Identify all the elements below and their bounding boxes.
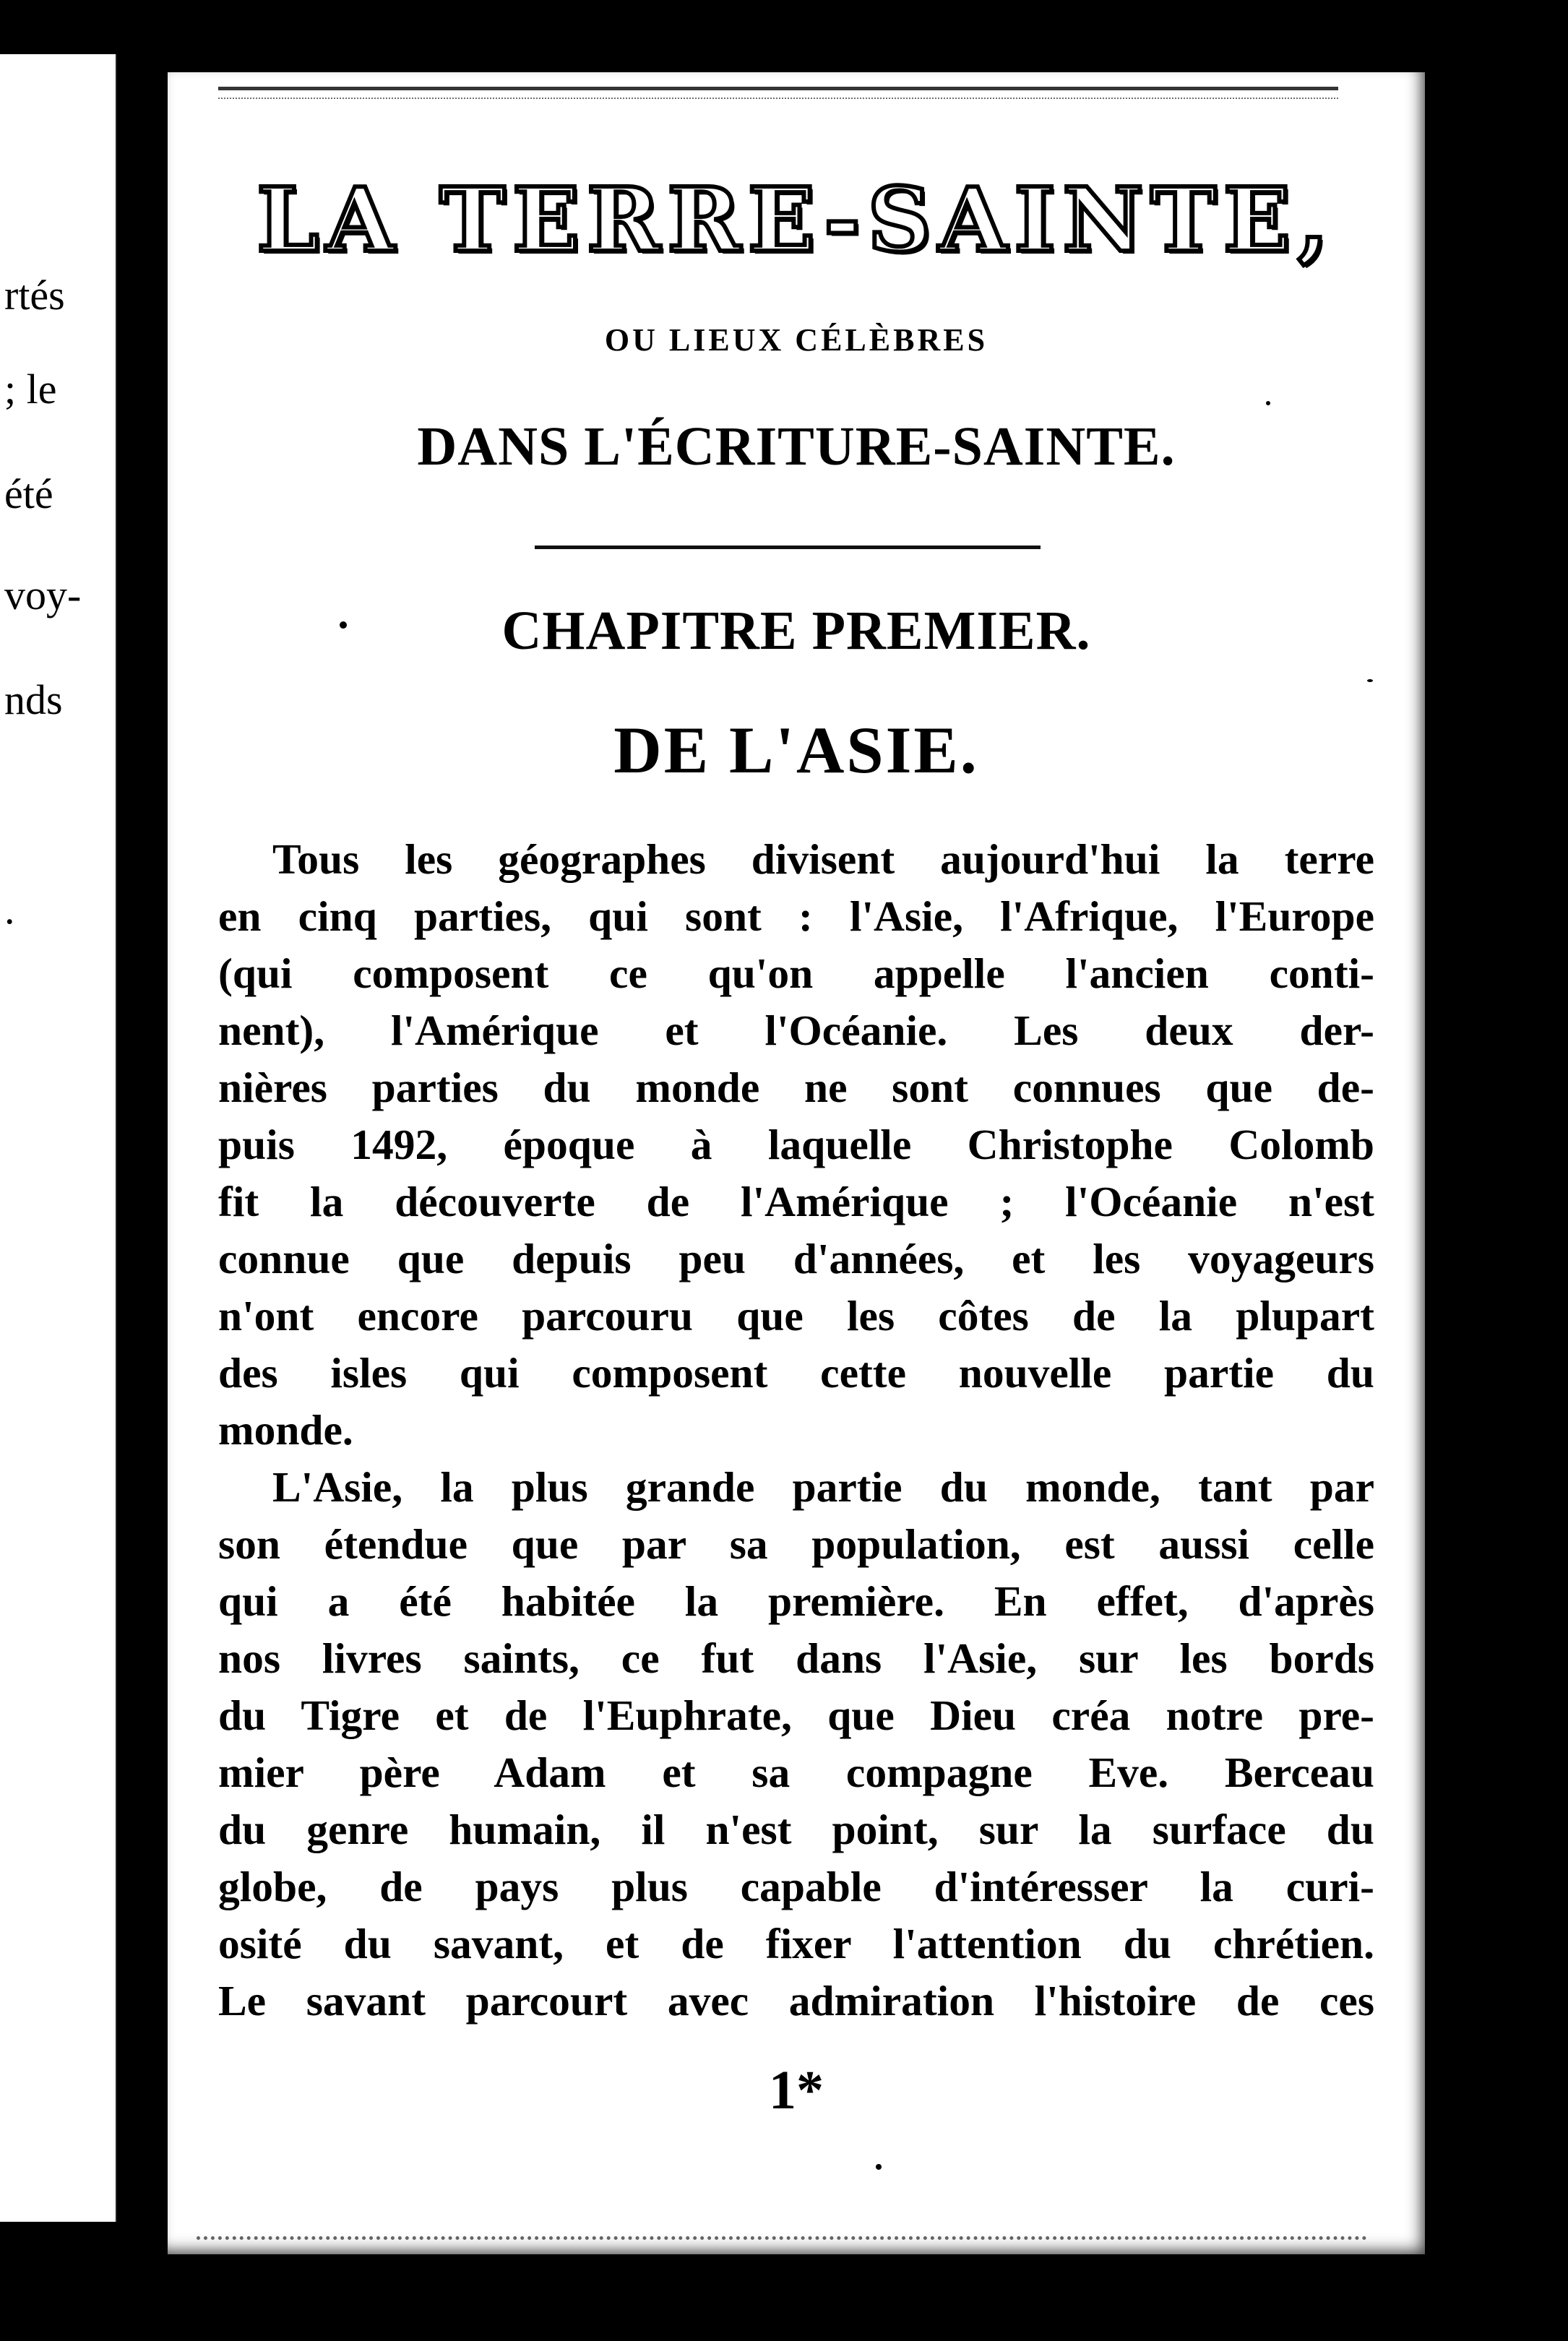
text-line: nos livres saints, ce fut dans l'Asie, sur les bords	[218, 1634, 1374, 1682]
page-number: 1*	[769, 2060, 824, 2121]
scan-speck	[876, 2164, 882, 2170]
text-line: du genre humain, il n'est point, sur la surface du	[218, 1806, 1374, 1853]
facing-page-fragment	[0, 54, 117, 2222]
text-line: L'Asie, la plus grande partie du monde, tant par	[272, 1463, 1374, 1511]
scan-speck	[340, 621, 347, 629]
scan-speck	[1266, 401, 1270, 405]
book-page	[168, 72, 1425, 2254]
body-paragraphs	[218, 831, 1374, 2030]
text-line: (qui composent ce qu'on appelle l'ancien conti-	[218, 949, 1374, 997]
text-line: son étendue que par sa population, est aussi celle	[218, 1520, 1374, 1568]
facing-page-text: rtés	[4, 272, 65, 319]
facing-page-text: nds	[4, 676, 63, 723]
subtitle: OU LIEUX CÉLÈBRES	[604, 322, 988, 358]
text-line: n'ont encore parcouru que les côtes de la plupart	[218, 1292, 1374, 1340]
text-line: nières parties du monde ne sont connues que de-	[218, 1064, 1374, 1111]
text-line: du Tigre et de l'Euphrate, que Dieu créa notre pre-	[218, 1691, 1374, 1739]
facing-page-text: .	[4, 886, 15, 933]
title-rule-divider	[535, 546, 1041, 549]
page-title: LA TERRE-SAINTE,	[257, 168, 1336, 272]
subtitle: DANS L'ÉCRITURE-SAINTE.	[417, 416, 1176, 477]
page-bottom-border	[197, 2230, 1367, 2240]
facing-page-text: voy-	[4, 572, 82, 618]
text-line: monde.	[218, 1406, 353, 1454]
text-line: Tous les géographes divisent aujourd'hui la terre	[272, 835, 1374, 883]
facing-page-text: été	[4, 470, 53, 517]
text-line: qui a été habitée la première. En effet, d'après	[218, 1577, 1374, 1625]
text-line: connue que depuis peu d'années, et les voyageurs	[218, 1235, 1374, 1282]
facing-page-text: ; le	[4, 366, 57, 413]
text-line: en cinq parties, qui sont : l'Asie, l'Afrique, l'Europe	[218, 892, 1374, 940]
page-top-border	[218, 87, 1338, 99]
text-line: Le savant parcourt avec admiration l'histoire de ces	[218, 1977, 1374, 2025]
text-line: puis 1492, époque à laquelle Christophe Colomb	[218, 1121, 1374, 1168]
text-line: fit la découverte de l'Amérique ; l'Océanie n'est	[218, 1178, 1374, 1225]
text-line: mier père Adam et sa compagne Eve. Berceau	[218, 1749, 1374, 1796]
text-line: des isles qui composent cette nouvelle partie du	[218, 1349, 1374, 1397]
chapter-heading: CHAPITRE PREMIER.	[501, 600, 1091, 661]
text-line: globe, de pays plus capable d'intéresser la curi-	[218, 1863, 1374, 1910]
text-line: nent), l'Amérique et l'Océanie. Les deux der-	[218, 1006, 1374, 1054]
text-line: osité du savant, et de fixer l'attention du chrétien.	[218, 1920, 1374, 1967]
scan-speck	[1367, 679, 1373, 682]
section-heading: DE L'ASIE.	[613, 713, 979, 787]
